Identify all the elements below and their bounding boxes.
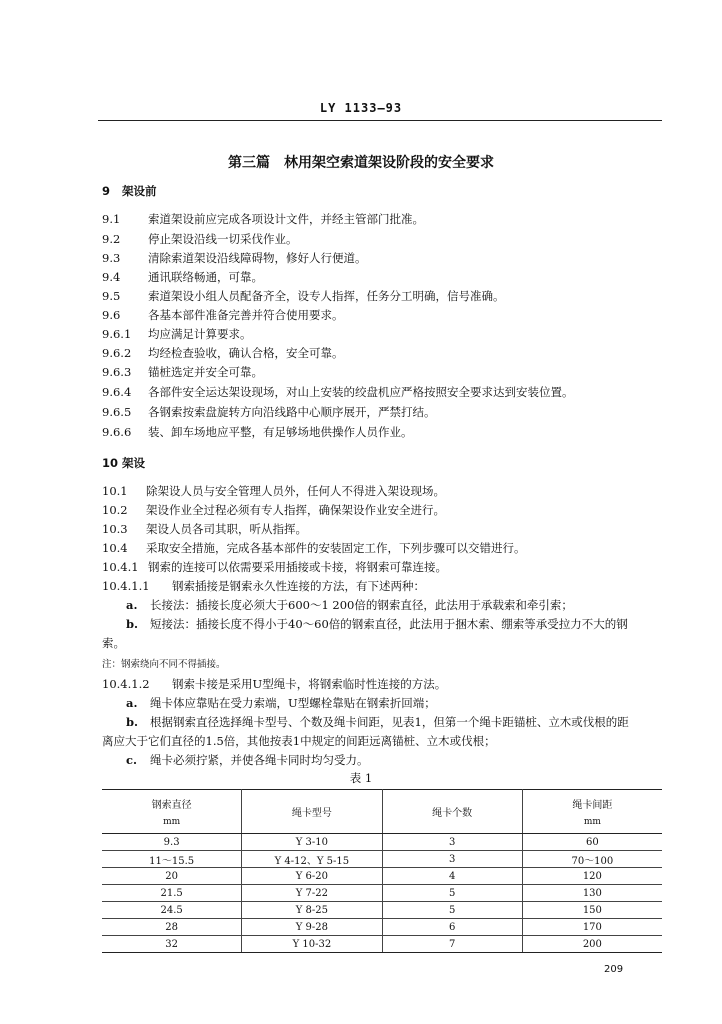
table-cell: Y 3-10 bbox=[242, 834, 382, 851]
table-cell: 120 bbox=[522, 868, 662, 885]
table-row bbox=[102, 834, 662, 851]
clause-number: 9.6.6 bbox=[102, 425, 132, 439]
clause-text: 停止架设沿线一切采伐作业。 bbox=[148, 232, 298, 246]
item-letter: b. bbox=[126, 715, 139, 729]
list-item bbox=[126, 616, 628, 632]
table-cell: 60 bbox=[522, 834, 662, 851]
section-number: 10 bbox=[102, 456, 119, 470]
continuation-text: 离应大于它们直径的1.5倍，其他按表1中规定的间距远离锚桩、立木或伐根； bbox=[102, 734, 496, 748]
table-cell: 150 bbox=[522, 902, 662, 919]
clause-number: 10.1 bbox=[102, 484, 128, 498]
clause-number: 9.6.4 bbox=[102, 385, 132, 399]
clause-text: 均应满足计算要求。 bbox=[148, 327, 252, 341]
section-number: 9 bbox=[102, 184, 111, 198]
part-title: 第三篇 林用架空索道架设阶段的安全要求 bbox=[228, 155, 494, 171]
clause-text: 钢索卡接是采用U型绳卡，将钢索临时性连接的方法。 bbox=[172, 677, 447, 691]
table-cell: 4 bbox=[382, 868, 522, 885]
table-cell: 20 bbox=[102, 868, 242, 885]
clause bbox=[102, 326, 252, 342]
table-cell: Y 10-32 bbox=[242, 936, 382, 953]
table-cell: 7 bbox=[382, 936, 522, 953]
list-item bbox=[126, 695, 436, 711]
clause-text: 各部件安全运达架设现场，对山上安装的绞盘机应严格按照安全要求达到安装位置。 bbox=[148, 385, 574, 399]
table-cell: 5 bbox=[382, 885, 522, 902]
clause-number: 9.5 bbox=[102, 289, 121, 303]
clause-text: 清除索道架设沿线障碍物，修好人行便道。 bbox=[148, 251, 367, 265]
section-title: 架设前 bbox=[122, 184, 157, 198]
table-cell: 9.3 bbox=[102, 834, 242, 851]
item-text: 长接法：插接长度必须大于600～1 200倍的钢索直径，此法用于承载索和牵引索； bbox=[150, 598, 573, 612]
clause-number: 9.6.2 bbox=[102, 346, 132, 360]
clause bbox=[102, 364, 263, 380]
clause bbox=[102, 288, 505, 304]
table-cell: 170 bbox=[522, 919, 662, 936]
clause bbox=[102, 676, 446, 692]
clause-text: 架设人员各司其职，听从指挥。 bbox=[146, 522, 307, 536]
clause-number: 9.3 bbox=[102, 251, 121, 265]
clause bbox=[102, 559, 447, 575]
clause-text: 钢索插接是钢索永久性连接的方法，有下述两种： bbox=[172, 579, 425, 593]
item-letter: b. bbox=[126, 617, 139, 631]
item-text: 短接法：插接长度不得小于40～60倍的钢索直径，此法用于捆木索、绷索等承受拉力不大的钢 bbox=[150, 617, 628, 631]
clause bbox=[102, 404, 436, 420]
table-cell: 11～15.5 bbox=[102, 851, 242, 868]
clause bbox=[102, 540, 526, 556]
clause-number: 9.6.3 bbox=[102, 365, 132, 379]
column-header bbox=[382, 790, 522, 834]
table-row bbox=[102, 936, 662, 953]
clause-text: 锚桩选定并安全可靠。 bbox=[148, 365, 263, 379]
clip-spec-table bbox=[102, 789, 662, 953]
clause-text: 架设作业全过程必须有专人指挥，确保架设作业安全进行。 bbox=[146, 503, 445, 517]
header-unit: mm bbox=[583, 817, 601, 827]
clause bbox=[102, 345, 344, 361]
clause bbox=[102, 231, 298, 247]
table-row bbox=[102, 902, 662, 919]
column-header bbox=[102, 790, 242, 834]
clause bbox=[102, 578, 425, 594]
header-label: 钢索直径 bbox=[151, 800, 192, 811]
table-cell: 28 bbox=[102, 919, 242, 936]
section-heading bbox=[102, 183, 157, 199]
item-text: 绳卡必须拧紧，并使各绳卡同时均匀受力。 bbox=[150, 753, 369, 767]
continuation-text: 索。 bbox=[102, 636, 125, 650]
column-header bbox=[522, 790, 662, 834]
clause bbox=[102, 502, 445, 518]
header-unit: mm bbox=[163, 817, 181, 827]
table-row bbox=[102, 885, 662, 902]
table-cell: Y 4-12、Y 5-15 bbox=[242, 851, 382, 868]
table-cell: 24.5 bbox=[102, 902, 242, 919]
clause-text: 除架设人员与安全管理人员外，任何人不得进入架设现场。 bbox=[146, 484, 445, 498]
table-title: 表 1 bbox=[349, 771, 373, 785]
clause-text: 通讯联络畅通，可靠。 bbox=[148, 270, 263, 284]
section-heading bbox=[102, 455, 145, 471]
list-item bbox=[126, 597, 573, 613]
item-letter: c. bbox=[126, 753, 138, 767]
table-cell: Y 8-25 bbox=[242, 902, 382, 919]
table-cell: 200 bbox=[522, 936, 662, 953]
clause-number: 10.4.1.2 bbox=[102, 677, 150, 691]
clause bbox=[102, 384, 574, 400]
clause bbox=[102, 211, 424, 227]
column-header bbox=[242, 790, 382, 834]
table-cell: 70～100 bbox=[522, 851, 662, 868]
clause-number: 9.6.1 bbox=[102, 327, 132, 341]
clause-number: 10.4.1.1 bbox=[102, 579, 150, 593]
clause bbox=[102, 521, 307, 537]
header-label: 绳卡个数 bbox=[432, 808, 473, 819]
table-header-row bbox=[102, 790, 662, 834]
section-title: 架设 bbox=[122, 456, 145, 470]
clause-number: 10.3 bbox=[102, 522, 128, 536]
clause bbox=[102, 269, 263, 285]
table-cell: Y 9-28 bbox=[242, 919, 382, 936]
clause-text: 均经检查验收，确认合格，安全可靠。 bbox=[148, 346, 344, 360]
clause-text: 索道架设前应完成各项设计文件，并经主管部门批准。 bbox=[148, 212, 424, 226]
page-number: 209 bbox=[604, 964, 624, 975]
table-cell: 32 bbox=[102, 936, 242, 953]
clause bbox=[102, 250, 367, 266]
list-item bbox=[126, 714, 629, 730]
table-row bbox=[102, 919, 662, 936]
clause-text: 钢索的连接可以依需要采用插接或卡接，将钢索可靠连接。 bbox=[148, 560, 447, 574]
clause-text: 采取安全措施，完成各基本部件的安装固定工作，下列步骤可以交错进行。 bbox=[146, 541, 526, 555]
item-text: 绳卡体应靠贴在受力索端，U型螺栓靠贴在钢索折回端； bbox=[150, 696, 436, 710]
table-cell: Y 7-22 bbox=[242, 885, 382, 902]
item-letter: a. bbox=[126, 598, 138, 612]
table-cell: 3 bbox=[382, 851, 522, 868]
clause-text: 各基本部件准备完善并符合使用要求。 bbox=[148, 308, 344, 322]
clause-number: 10.4 bbox=[102, 541, 128, 555]
clause-number: 10.2 bbox=[102, 503, 128, 517]
clause bbox=[102, 483, 445, 499]
list-item bbox=[126, 752, 369, 768]
clause-number: 9.6.5 bbox=[102, 405, 132, 419]
table-cell: 6 bbox=[382, 919, 522, 936]
table-cell: Y 6-20 bbox=[242, 868, 382, 885]
clause-number: 10.4.1 bbox=[102, 560, 139, 574]
item-text: 根据钢索直径选择绳卡型号、个数及绳卡间距，见表1，但第一个绳卡距锚桩、立木或伐根的距 bbox=[150, 715, 629, 729]
header-rule bbox=[98, 120, 662, 121]
item-letter: a. bbox=[126, 696, 138, 710]
clause-text: 索道架设小组人员配备齐全，设专人指挥，任务分工明确，信号准确。 bbox=[148, 289, 505, 303]
standard-id: LY 1133—93 bbox=[319, 101, 403, 115]
clause-number: 9.6 bbox=[102, 308, 121, 322]
clause-text: 各钢索按索盘旋转方向沿线路中心顺序展开，严禁打结。 bbox=[148, 405, 436, 419]
header-label: 绳卡型号 bbox=[291, 808, 332, 819]
clause-text: 装、卸车场地应平整，有足够场地供操作人员作业。 bbox=[148, 425, 413, 439]
table-cell: 130 bbox=[522, 885, 662, 902]
clause-number: 9.2 bbox=[102, 232, 121, 246]
clause-number: 9.1 bbox=[102, 212, 121, 226]
clause-number: 9.4 bbox=[102, 270, 121, 284]
table-row bbox=[102, 851, 662, 868]
table-cell: 3 bbox=[382, 834, 522, 851]
table-cell: 21.5 bbox=[102, 885, 242, 902]
table-cell: 5 bbox=[382, 902, 522, 919]
clause bbox=[102, 307, 344, 323]
clause bbox=[102, 424, 413, 440]
header-label: 绳卡间距 bbox=[572, 800, 613, 811]
note: 注：钢索绕向不同不得插接。 bbox=[102, 659, 226, 670]
table-row bbox=[102, 868, 662, 885]
